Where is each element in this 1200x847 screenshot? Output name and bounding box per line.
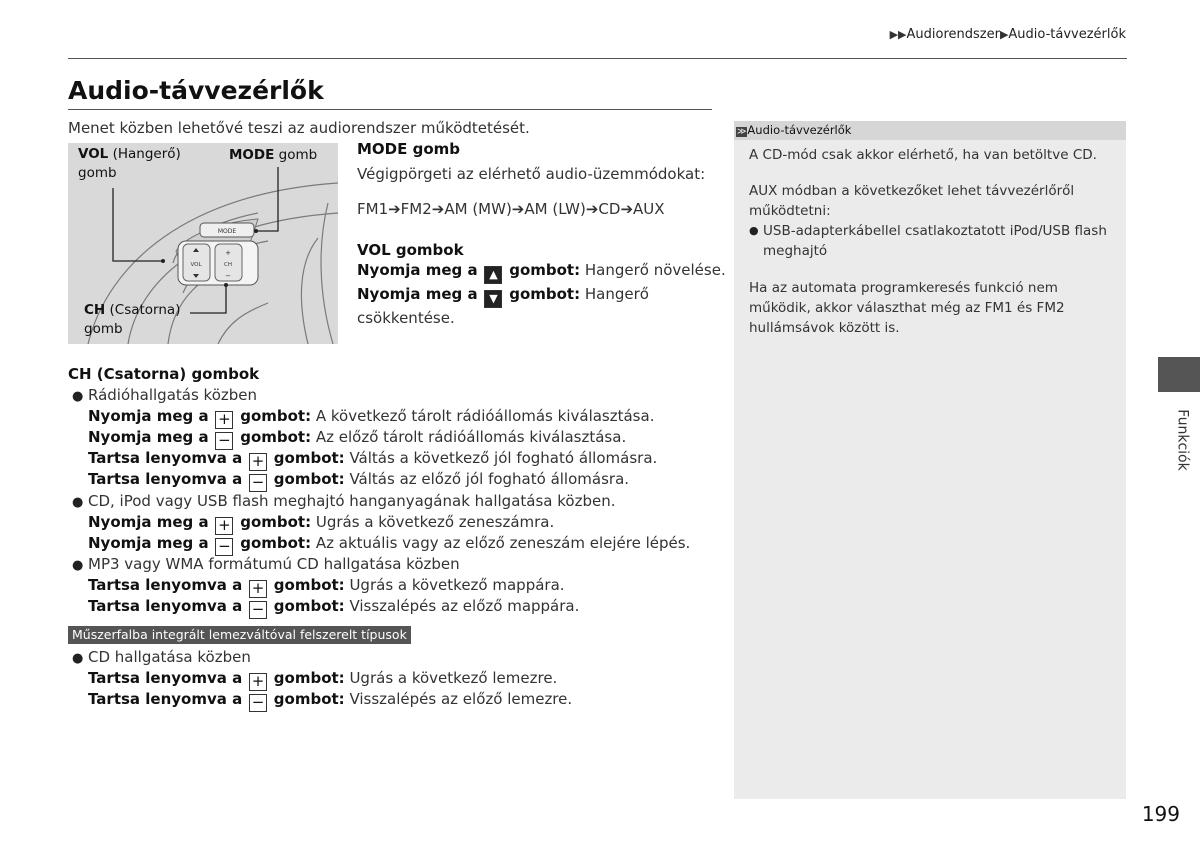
chapter-tab-label: Funkciók [1174,409,1191,471]
bullet-icon: ● [72,558,84,573]
reference-arrow-icon: ≫ [737,127,747,137]
mode-button-label: MODE gomb [229,147,318,163]
ch-radio-hold-minus: Tartsa lenyomva a − gombot: Váltás az előző jól fogható állomásra. [88,470,630,491]
breadcrumb [890,27,1126,42]
title-divider [68,109,712,110]
mode-description: Végigpörgeti az elérhető audio-üzemmódokat: [357,165,706,183]
ch-heading: CH (Csatorna) gombok [68,365,260,383]
vol-button-label: VOL (Hangerő) gomb [78,146,181,181]
plus-key-icon: + [249,453,267,471]
vol-down-line: Nyomja meg a ▼ gombot: Hangerő [357,285,649,308]
ch-group-mp3: MP3 vagy WMA formátumú CD hallgatása közben [88,555,460,573]
minus-key-icon: − [215,538,233,556]
ch-cd-press-plus: Nyomja meg a + gombot: Ugrás a következő zeneszámra. [88,513,555,534]
minus-key-icon: − [249,694,267,712]
ch-changer-hold-minus: Tartsa lenyomva a − gombot: Visszalépés az előző lemezre. [88,690,573,711]
bullet-icon: ● [72,495,84,510]
mini-mode-label: MODE [217,228,237,235]
mini-vol-label: VOL [190,262,202,268]
ch-group-changer: CD hallgatása közben [88,648,251,666]
ch-changer-hold-plus: Tartsa lenyomva a + gombot: Ugrás a következő lemezre. [88,669,558,690]
sidebar-aux-item: USB-adapterkábellel csatlakoztatott iPod/USB flash meghajtó [763,223,1107,259]
vol-down-key-icon: ▼ [484,290,502,308]
ch-mp3-hold-minus: Tartsa lenyomva a − gombot: Visszalépés az előző mappára. [88,597,580,618]
plus-key-icon: + [249,580,267,598]
breadcrumb-separator-icon: ▶ [999,28,1009,41]
bullet-icon: ● [749,224,759,237]
bullet-icon: ● [72,389,84,404]
page-number: 199 [1141,802,1180,826]
sidebar-note-aux: AUX módban a következőket lehet távvezérlőről működtetni: [749,183,1075,219]
steering-wheel-figure [68,143,338,344]
mini-plus-label: + [225,249,231,257]
breadcrumb-section[interactable]: Audiorendszer [906,27,1000,42]
ch-button-label: CH (Csatorna) gomb [84,302,181,337]
mode-heading: MODE gomb [357,140,461,158]
ch-radio-hold-plus: Tartsa lenyomva a + gombot: Váltás a következő jól fogható állomásra. [88,449,658,470]
minus-key-icon: − [249,474,267,492]
mini-ch-label: CH [224,262,232,268]
page-title: Audio-távvezérlők [68,76,324,105]
sidebar-heading: ≫Audio-távvezérlők [737,123,852,137]
ch-radio-press-minus: Nyomja meg a − gombot: Az előző tárolt rádióállomás kiválasztása. [88,428,627,449]
vol-down-line-cont: csökkentése. [357,309,455,327]
vol-heading: VOL gombok [357,241,464,259]
header-divider [68,58,1127,59]
model-tag: Műszerfalba integrált lemezváltóval felszerelt típusok [68,626,411,644]
plus-key-icon: + [215,517,233,535]
chapter-tab[interactable] [1158,357,1200,392]
intro-text: Menet közben lehetővé teszi az audiorendszer működtetését. [68,119,530,137]
sidebar-note-cd: A CD-mód csak akkor elérhető, ha van betöltve CD. [749,147,1097,163]
mini-minus-label: − [225,272,231,280]
minus-key-icon: − [249,601,267,619]
ch-group-cd: CD, iPod vagy USB flash meghajtó hanganyagának hallgatása közben. [88,492,616,510]
breadcrumb-arrows-icon: ▶▶ [889,28,907,41]
ch-group-radio: Rádióhallgatás közben [88,386,258,404]
vol-up-key-icon: ▲ [484,266,502,284]
ch-radio-press-plus: Nyomja meg a + gombot: A következő tárolt rádióállomás kiválasztása. [88,407,655,428]
bullet-icon: ● [72,651,84,666]
plus-key-icon: + [215,411,233,429]
breadcrumb-page[interactable]: Audio-távvezérlők [1008,27,1126,42]
minus-key-icon: − [215,432,233,450]
mode-cycle: FM1➔FM2➔AM (MW)➔AM (LW)➔CD➔AUX [357,200,665,218]
plus-key-icon: + [249,673,267,691]
vol-up-line: Nyomja meg a ▲ gombot: Hangerő növelése. [357,261,726,284]
sidebar-note-seek: Ha az automata programkeresés funkció nem működik, akkor választhat még az FM1 és FM2 hullámsávok között is. [749,280,1065,336]
ch-mp3-hold-plus: Tartsa lenyomva a + gombot: Ugrás a következő mappára. [88,576,565,597]
ch-cd-press-minus: Nyomja meg a − gombot: Az aktuális vagy az előző zeneszám elejére lépés. [88,534,691,555]
